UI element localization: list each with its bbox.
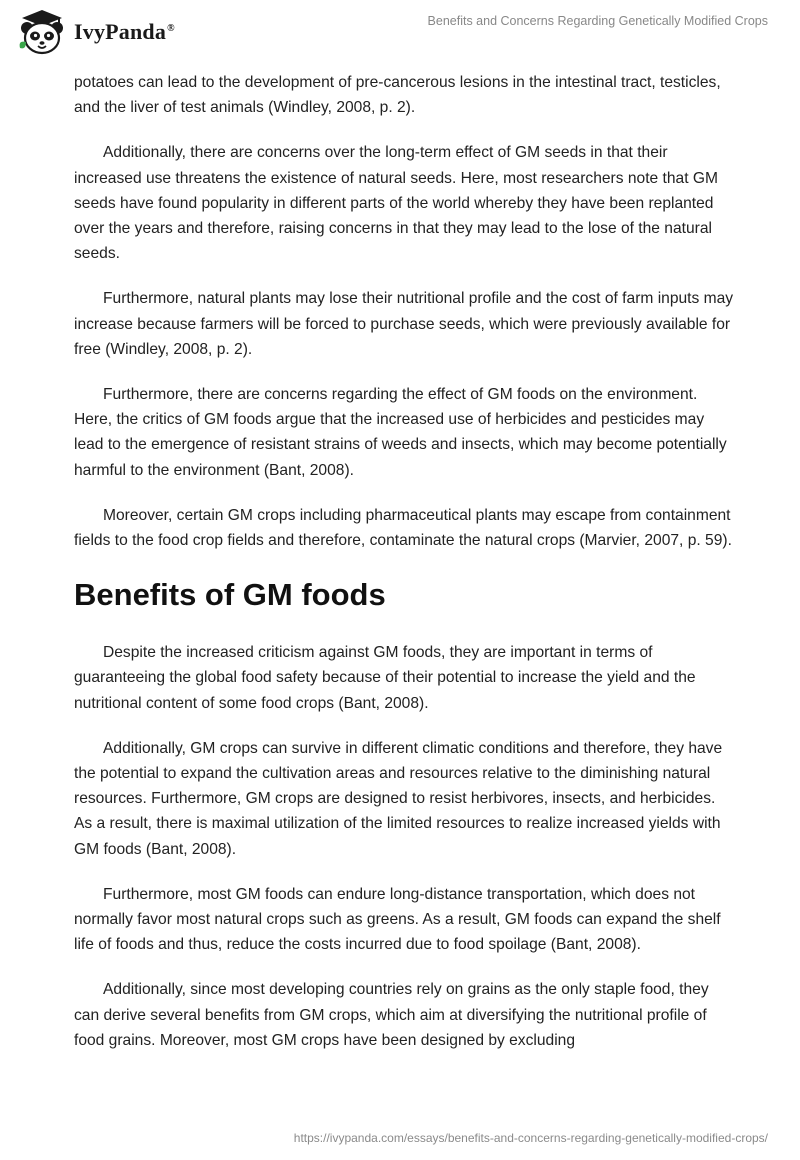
paragraph: Additionally, there are concerns over the long-term effect of GM seeds in that their increased use threatens the existence of natural seeds. Here, most researchers note that GM seeds have found popularity in different parts of the world whereby they have been replanted over the years and therefore, raising concerns in that they may lead to the lose of the natural seeds.: [74, 144, 719, 263]
paragraph: Additionally, GM crops can survive in different climatic conditions and therefore, they have the potential to expand the cultivation areas and resources relative to the diminishing natural resources. Furthermore, GM crops are designed to resist herbivores, insects, and herbicides. As a result, there is maximal utilization of the limited resources to realize increased yields with GM foods (Bant, 2008).: [74, 739, 723, 858]
page-header: [0, 0, 800, 66]
paragraph: Furthermore, most GM foods can endure long-distance transportation, which does not normally favor most natural crops such as greens. As a result, GM foods can expand the shelf life of foods and thus, reduce the costs incurred due to food spoilage (Bant, 2008).: [74, 885, 721, 954]
panda-graduate-icon: [16, 8, 68, 56]
essay-body: [74, 70, 734, 1073]
paragraph: Moreover, certain GM crops including pharmaceutical plants may escape from containment fields to the food crop fields and therefore, contaminate the natural crops (Marvier, 2007, p. 59).: [74, 506, 732, 550]
logo-wordmark: IvyPanda®: [74, 19, 175, 44]
document-title: Benefits and Concerns Regarding Genetically Modified Crops: [427, 14, 768, 28]
paragraph: Furthermore, there are concerns regarding the effect of GM foods on the environment. Here, the critics of GM foods argue that the increased use of herbicides and pesticides may lead to the emergence of resistant strains of weeds and insects, which may become potentially harmful to the environment (Bant, 2008).: [74, 386, 727, 479]
paragraph: Additionally, since most developing countries rely on grains as the only staple food, they can derive several benefits from GM crops, which aim at diversifying the nutritional profile of food grains. Moreover, most GM crops have been designed by excluding: [74, 981, 709, 1049]
source-url-link[interactable]: https://ivypanda.com/essays/benefits-and-concerns-regarding-genetically-modified-crops/: [293, 1131, 768, 1145]
ivypanda-logo[interactable]: [16, 8, 175, 56]
paragraph: Furthermore, natural plants may lose their nutritional profile and the cost of farm inputs may increase because farmers will be forced to purchase seeds, which were previously available for free (Windley, 2008, p. 2).: [74, 290, 734, 358]
paragraph: Despite the increased criticism against GM foods, they are important in terms of guaranteeing the global food safety because of their potential to increase the yield and the nutritional content of some food crops (Bant, 2008).: [74, 644, 696, 712]
paragraph: potatoes can lead to the development of pre-cancerous lesions in the intestinal tract, testicles, and the liver of test animals (Windley, 2008, p. 2).: [74, 74, 721, 117]
section-heading: Benefits of GM foods: [74, 577, 386, 613]
